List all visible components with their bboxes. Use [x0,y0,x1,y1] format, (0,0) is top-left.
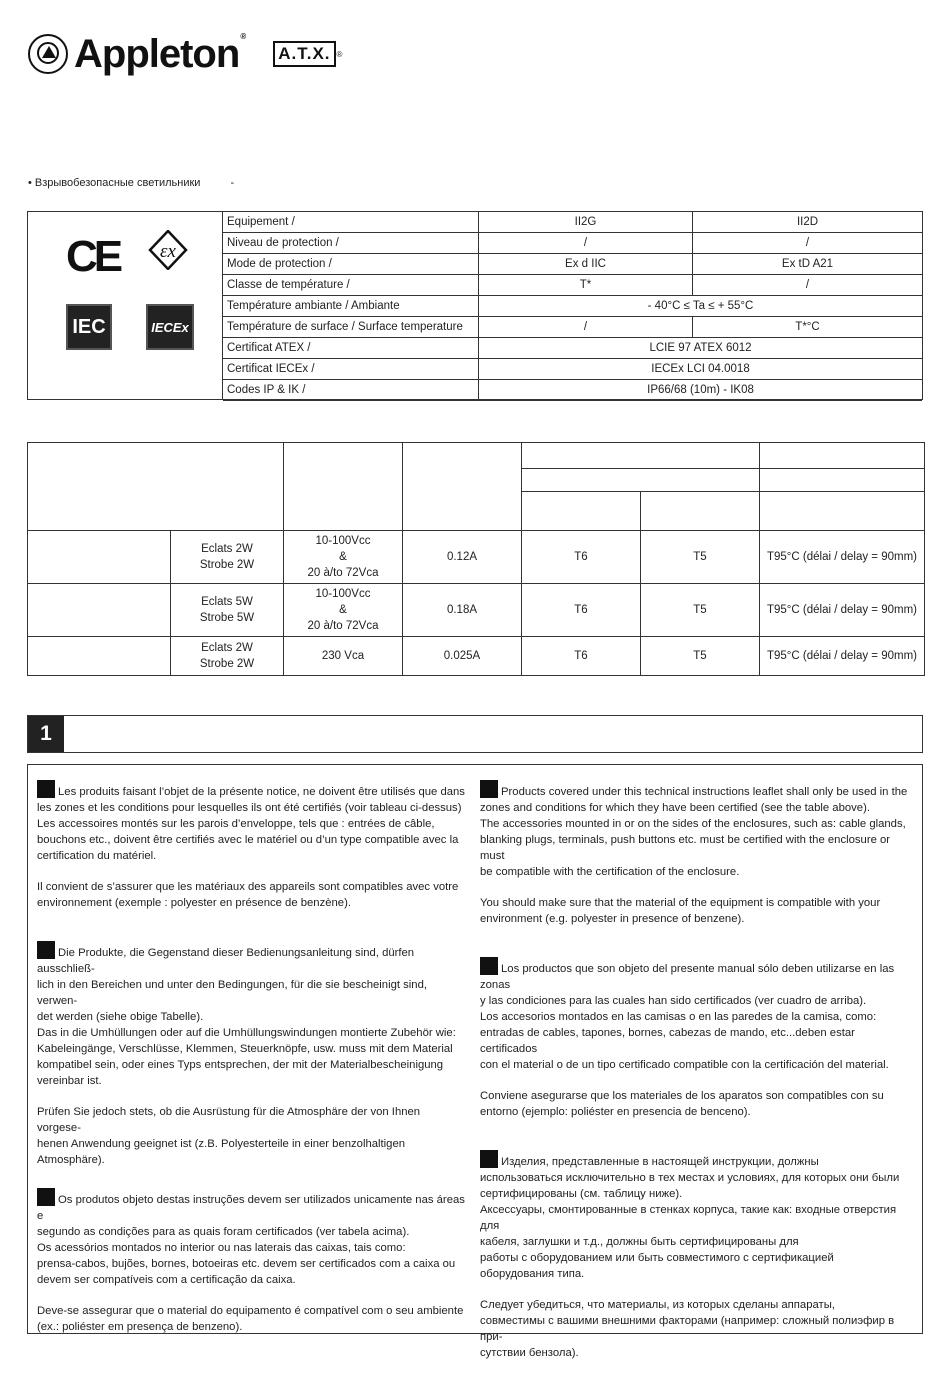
section-header [27,715,923,753]
cert-row-dust-value: II2D [693,212,923,233]
bullet-square-icon [480,957,498,975]
cert-row-label: Température ambiante / Ambiante [223,296,479,317]
iecex-logo: IECEx [146,304,194,350]
header-cell [522,443,760,469]
type-flash: Eclats 5W [201,596,253,608]
cert-row-label: Température de surface / Surface temperature [223,317,479,338]
certification-panel [27,211,923,400]
voltage-and: & [339,551,347,563]
current-cell: 0.025A [403,637,522,676]
cert-table-row [223,275,922,296]
instruction-paragraph-es-2: Conviene asegurarse que los materiales de los aparatos son compatibles con su entorno (ejemplo: poliéster en presencia de benceno). [480,1090,884,1118]
cert-table-row [223,338,922,359]
instruction-paragraph-ru-1: Изделия, представленные в настоящей инструкции, должны использоваться исключительно в тех местах и условиях, для которых они были сертифицированы (см. таблицу ниже). Аксессуары, смонтированные в стенках корпуса, такие как: входные отверстия для кабеля, заглушки и т.д., должны быть сертифицированы для работы с оборудованием или быть совместимого с сертификацией оборудования типа. [480,1150,910,1282]
voltage-ac: 20 à/to 72Vca [307,620,379,632]
header-cell [760,469,925,492]
brand-name: Appleton® [74,31,246,76]
cert-table-row [223,254,922,275]
instructions-panel [27,764,923,1359]
cert-row-value: IECEx LCI 04.0018 [479,359,923,380]
bullet-square-icon [37,780,55,798]
header-cell [522,492,641,531]
instruction-paragraph-ru-2: Следует убедиться, что материалы, из которых сделаны аппараты, совместимы с вашими внешними факторами (например: сложный полиэфир в при- сутствии бензола). [480,1299,895,1359]
ex-hexagon-icon [148,230,188,270]
type-strobe: Strobe 2W [199,658,255,670]
type-flash: Eclats 2W [201,642,253,654]
instruction-paragraph-es-1: Los productos que son objeto del presente manual sólo deben utilizarse en las zonas y las condiciones para las cuales han sido certificados (ver cuadro de arriba). Los accesorios montados en las camisas o en las paredes de la camisa, como: entradas de cables, tapones, bornes, cabezas de mando, etc...deben estar certificados con el material o de un tipo certificado compatible con la certificación del material. [480,957,910,1073]
temp-class-a-cell: T6 [522,584,641,637]
temp-class-a-cell: T6 [522,531,641,584]
type-cell [171,584,284,637]
appleton-emblem-icon [28,34,68,74]
product-reg: ® [336,49,343,59]
instruction-paragraph-fr-2: Il convient de s’assurer que les matériaux des appareils sont compatibles avec votre environnement (exemple : polyester en présence de benzène). [37,881,459,909]
voltage-ac: 20 à/to 72Vca [307,567,379,579]
type-cell [171,637,284,676]
instruction-paragraph-de-1: Die Produkte, die Gegenstand dieser Bedienungsanleitung sind, dürfen ausschließ- lich in den Bereichen und unter den Bedingungen, für die sie bescheinigt sind, verwen- det werden (siehe obige Tabelle). Das in die Umhüllungen oder auf die Umhüllungswindungen montierte Zubehör wie: Kabeleingänge, Verschlüsse, Klemmen, Steuerknöpfe, usw. muss mit dem Material kompatibel sein, oder eines Typs entsprechen, der mit der Materialbescheinigung vereinbar ist. [37,941,467,1089]
cert-row-dust-value: T*°C [693,317,923,338]
type-strobe: Strobe 5W [199,612,255,624]
elec-table-row [28,637,925,676]
certification-table [223,212,922,401]
voltage-dc: 230 Vca [321,650,365,662]
instructions-left-column [37,780,467,1350]
bullet-square-icon [37,941,55,959]
bullet-square-icon [480,780,498,798]
cert-row-label: Codes IP & IK / [223,380,479,401]
cert-table-row [223,359,922,380]
header-cell [760,443,925,469]
elec-table-row [28,584,925,637]
header-cell [284,443,403,531]
instruction-paragraph-fr-1: Les produits faisant l’objet de la présente notice, ne doivent être utilisés que dans les zones et les conditions pour lesquelles ils ont été certifiés (voir tableau ci-dessus) Les accessoires montés sur les parois d’enveloppe, tels que : entrées de câble, bouchons etc., doivent être certifiés avec le matériel ou d’un type compatible avec la certification du matériel. [37,780,467,864]
cert-row-gas-value: / [479,233,693,254]
elec-table-row [28,531,925,584]
instruction-paragraph-pt-2: Deve-se assegurar que o material do equipamento é compatível com o seu ambiente (ex.: poliéster em presença de benzeno). [37,1305,464,1333]
cert-row-label: Mode de protection / [223,254,479,275]
temp-class-a-cell: T6 [522,637,641,676]
surface-temp-cell: T95°C (délai / delay = 90mm) [760,531,925,584]
instruction-paragraph-en-2: You should make sure that the material of the equipment is compatible with your environment (e.g. polyester in presence of benzene). [480,897,881,925]
cert-table-row [223,296,922,317]
bullet-square-icon [480,1150,498,1168]
product-subtitle: • Взрывобезопасные светильники - [28,177,235,189]
cert-row-label: Certificat ATEX / [223,338,479,359]
cert-row-dust-value: Ex tD A21 [693,254,923,275]
instruction-paragraph-pt-1: Os produtos objeto destas instruções devem ser utilizados unicamente nas áreas e segundo as condições para as quais foram certificados (ver tabela acima). Os acessórios montados no interior ou nas laterais das caixas, tais como: prensa-cabos, bujões, bornes, botoeiras etc. devem ser certificados com a caixa ou devem ser compatíveis com a certificação da caixa. [37,1188,467,1288]
cert-row-dust-value: / [693,275,923,296]
instructions-right-column [480,780,910,1376]
header-cell [760,492,925,531]
voltage-and: & [339,604,347,616]
cert-row-gas-value: / [479,317,693,338]
voltage-cell [284,531,403,584]
header-cell [522,469,760,492]
temp-class-b-cell: T5 [641,531,760,584]
bullet-square-icon [37,1188,55,1206]
temp-class-b-cell: T5 [641,637,760,676]
product-mark: A.T.X. [273,41,335,67]
header-cell [641,492,760,531]
voltage-cell [284,637,403,676]
surface-temp-cell: T95°C (délai / delay = 90mm) [760,637,925,676]
cert-row-dust-value: / [693,233,923,254]
electrical-specs-table [27,442,925,676]
cert-row-label: Classe de température / [223,275,479,296]
type-flash: Eclats 2W [201,543,253,555]
header-cell [28,443,284,531]
model-cell [28,584,171,637]
cert-table-row [223,380,922,401]
cert-row-value: LCIE 97 ATEX 6012 [479,338,923,359]
cert-row-gas-value: II2G [479,212,693,233]
brand-logo [28,26,342,82]
cert-table-row [223,212,922,233]
section-number: 1 [28,716,64,752]
cert-row-value: - 40°C ≤ Ta ≤ + 55°C [479,296,923,317]
surface-temp-cell: T95°C (délai / delay = 90mm) [760,584,925,637]
instruction-paragraph-de-2: Prüfen Sie jedoch stets, ob die Ausrüstung für die Atmosphäre der von Ihnen vorgese- henen Anwendung geeignet ist (z.B. Polyesterteile in einer benzolhaltigen Atmosphäre). [37,1106,421,1166]
type-strobe: Strobe 2W [199,559,255,571]
model-cell [28,637,171,676]
cert-row-value: IP66/68 (10m) - IK08 [479,380,923,401]
cert-row-gas-value: T* [479,275,693,296]
cert-table-row [223,233,922,254]
cert-row-gas-value: Ex d IIC [479,254,693,275]
current-cell: 0.18A [403,584,522,637]
current-cell: 0.12A [403,531,522,584]
svg-text:εx: εx [160,241,176,262]
model-cell [28,531,171,584]
cert-row-label: Niveau de protection / [223,233,479,254]
voltage-dc: 10-100Vcc [315,588,371,600]
iec-logo: IEC [66,304,112,350]
certification-logos [28,212,223,399]
voltage-cell [284,584,403,637]
cert-row-label: Certificat IECEx / [223,359,479,380]
cert-row-label: Equipement / [223,212,479,233]
type-cell [171,531,284,584]
voltage-dc: 10-100Vcc [315,535,371,547]
temp-class-b-cell: T5 [641,584,760,637]
cert-table-row [223,317,922,338]
header-cell [403,443,522,531]
ce-mark-icon: CE [66,232,120,281]
instruction-paragraph-en-1: Products covered under this technical instructions leaflet shall only be used in the zones and conditions for which they have been certified (see the table above). The accessories mounted in or on the sides of the enclosures, such as: cable glands, blanking plugs, terminals, push buttons etc. must be certified with the enclosure or must be compatible with the certification of the enclosure. [480,780,910,880]
